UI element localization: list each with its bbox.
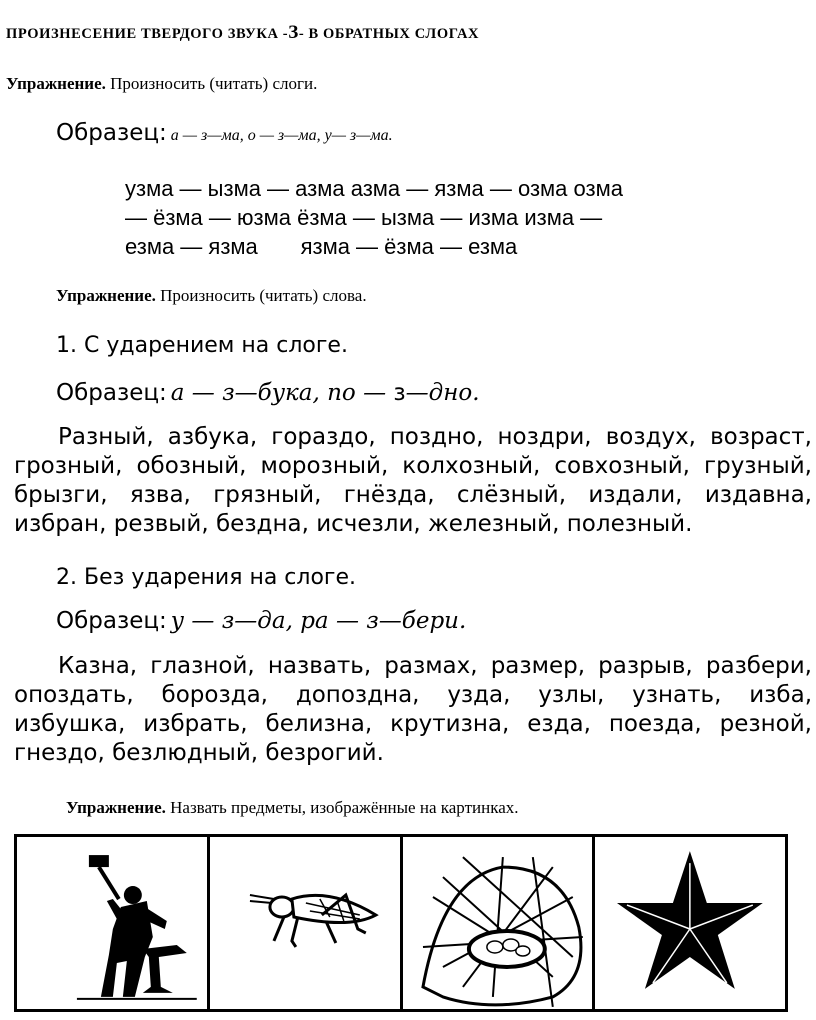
words1-line-4: избран, резвый, бездна, исчезли, железный, полезный. (14, 511, 693, 537)
nest-picture (403, 837, 596, 1009)
sample-2: Образец: а — з—бука, по — з—дно. (56, 380, 480, 406)
star-picture (595, 837, 785, 1009)
syllable-line-1: узма — ызма — азма азма — язма — озма озма (125, 176, 623, 201)
words1-line-2: грозный, обозный, морозный, колхозный, совхозный, грузный, (14, 453, 812, 479)
words1-line-1: Разный, азбука, гораздо, поздно, ноздри, воздух, возраст, (58, 424, 812, 450)
star-icon (595, 837, 785, 1009)
words2-line-1: Казна, глазной, назвать, размах, размер, разрыв, разбери, (58, 653, 812, 679)
grasshopper-picture (210, 837, 403, 1009)
page-title: ПРОИЗНЕСЕНИЕ ТВЕРДОГО ЗВУКА -З- В ОБРАТНЫХ СЛОГАХ (6, 22, 480, 43)
exercise-1: Упражнение. Произносить (читать) слоги. (6, 74, 318, 93)
nest-icon (403, 837, 593, 1009)
section-2-heading: 2. Без ударения на слоге. (56, 565, 357, 590)
picture-strip (14, 834, 788, 1012)
words1-line-3: брызги, язва, грязный, гнёзда, слёзный, издали, издавна, (14, 482, 812, 508)
syllable-line-2: — ёзма — юзма ёзма — ызма — изма изма — (125, 205, 603, 230)
words2-line-3: избушка, избрать, белизна, крутизна, езда, поезда, резной, (14, 711, 812, 737)
grasshopper-icon (210, 837, 400, 1009)
words-paragraph-2 (14, 652, 812, 768)
sample-1: Образец: а — з—ма, о — з—ма, у— з—ма. (56, 120, 393, 146)
words2-line-4: гнездо, безлюдный, безрогий. (14, 740, 384, 766)
blacksmith-picture (17, 837, 210, 1009)
words2-line-2: опоздать, борозда, допоздна, узда, узлы, узнать, изба, (14, 682, 812, 708)
exercise-3: Упражнение. Назвать предметы, изображённые на картинках. (66, 798, 519, 817)
blacksmith-icon (17, 837, 207, 1009)
exercise-2: Упражнение. Произносить (читать) слова. (56, 286, 367, 305)
words-paragraph-1 (14, 423, 812, 539)
section-1-heading: 1. С ударением на слоге. (56, 333, 348, 358)
syllable-line-3: езма — язма язма — ёзма — езма (125, 234, 518, 259)
sample-3: Образец: у — з—да, ра — з—бери. (56, 608, 467, 634)
